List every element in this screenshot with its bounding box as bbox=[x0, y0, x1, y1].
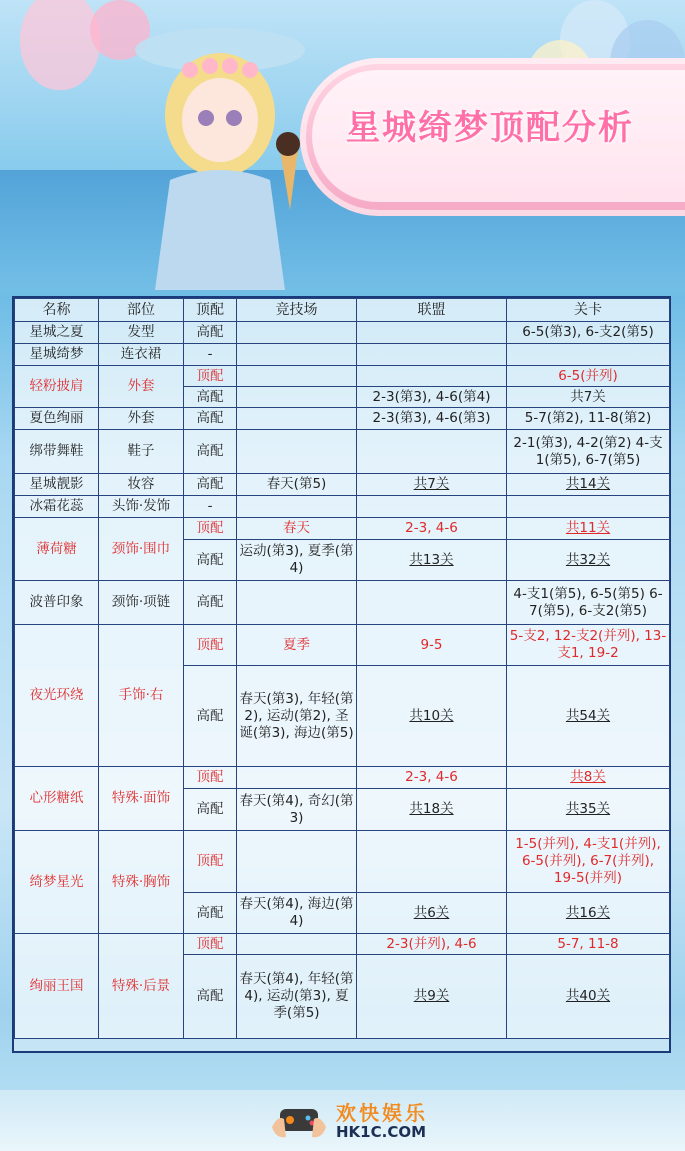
item-name: 心形糖纸 bbox=[15, 767, 99, 831]
arena-cell bbox=[237, 831, 357, 893]
arena-cell bbox=[237, 366, 357, 387]
header-arena: 竞技场 bbox=[237, 299, 357, 322]
stage-cell: 6-5(第3), 6-支2(第5) bbox=[507, 322, 670, 344]
header-part: 部位 bbox=[99, 299, 184, 322]
item-name: 轻粉披肩 bbox=[15, 366, 99, 408]
alliance-cell: 2-3(并列), 4-6 bbox=[357, 934, 507, 955]
arena-cell bbox=[237, 387, 357, 408]
arena-cell bbox=[237, 934, 357, 955]
item-name: 夜光环绕 bbox=[15, 625, 99, 767]
alliance-cell bbox=[357, 322, 507, 344]
item-name: 绑带舞鞋 bbox=[15, 430, 99, 474]
arena-cell: 春天(第4), 海边(第4) bbox=[237, 893, 357, 934]
tier-cell: 顶配 bbox=[184, 625, 237, 666]
item-part: 外套 bbox=[99, 408, 184, 430]
stage-cell bbox=[507, 344, 670, 366]
table-row bbox=[15, 322, 670, 344]
item-part: 特殊·胸饰 bbox=[99, 831, 184, 934]
tier-cell: 高配 bbox=[184, 666, 237, 767]
tier-cell: 高配 bbox=[184, 408, 237, 430]
item-name: 绚丽王国 bbox=[15, 934, 99, 1039]
arena-cell: 春天(第3), 年轻(第2), 运动(第2), 圣诞(第3), 海边(第5) bbox=[237, 666, 357, 767]
alliance-cell bbox=[357, 496, 507, 518]
tier-cell: 顶配 bbox=[184, 934, 237, 955]
tier-cell: - bbox=[184, 344, 237, 366]
stage-cell: 2-1(第3), 4-2(第2) 4-支1(第5), 6-7(第5) bbox=[507, 430, 670, 474]
stage-cell: 1-5(并列), 4-支1(并列), 6-5(并列), 6-7(并列), 19-5(并列) bbox=[507, 831, 670, 893]
table-row bbox=[15, 934, 670, 955]
item-name: 冰霜花蕊 bbox=[15, 496, 99, 518]
table-row bbox=[15, 366, 670, 387]
alliance-cell bbox=[357, 344, 507, 366]
stage-cell: 共16关 bbox=[507, 893, 670, 934]
alliance-cell: 共7关 bbox=[357, 474, 507, 496]
table-row bbox=[15, 767, 670, 789]
alliance-cell: 共6关 bbox=[357, 893, 507, 934]
character-illustration bbox=[110, 10, 330, 290]
header-name: 名称 bbox=[15, 299, 99, 322]
tier-cell: 顶配 bbox=[184, 518, 237, 540]
alliance-cell: 共13关 bbox=[357, 540, 507, 581]
item-part: 头饰·发饰 bbox=[99, 496, 184, 518]
tier-cell: 顶配 bbox=[184, 767, 237, 789]
arena-cell: 运动(第3), 夏季(第4) bbox=[237, 540, 357, 581]
stage-cell: 6-5(并列) bbox=[507, 366, 670, 387]
arena-cell bbox=[237, 322, 357, 344]
tier-cell: 高配 bbox=[184, 430, 237, 474]
arena-cell: 春天 bbox=[237, 518, 357, 540]
tier-cell: 高配 bbox=[184, 581, 237, 625]
table-row bbox=[15, 496, 670, 518]
tier-cell: 顶配 bbox=[184, 366, 237, 387]
alliance-cell bbox=[357, 366, 507, 387]
arena-cell bbox=[237, 344, 357, 366]
table-row bbox=[15, 344, 670, 366]
stage-cell: 4-支1(第5), 6-5(第5) 6-7(第5), 6-支2(第5) bbox=[507, 581, 670, 625]
alliance-cell: 2-3(第3), 4-6(第4) bbox=[357, 387, 507, 408]
table-header-row bbox=[15, 299, 670, 322]
stage-cell: 共54关 bbox=[507, 666, 670, 767]
item-part: 鞋子 bbox=[99, 430, 184, 474]
table-row bbox=[15, 831, 670, 893]
stage-cell: 5-支2, 12-支2(并列), 13-支1, 19-2 bbox=[507, 625, 670, 666]
tier-cell: - bbox=[184, 496, 237, 518]
table-row bbox=[15, 408, 670, 430]
arena-cell: 春天(第5) bbox=[237, 474, 357, 496]
tier-cell: 高配 bbox=[184, 322, 237, 344]
stage-cell: 5-7(第2), 11-8(第2) bbox=[507, 408, 670, 430]
header-stage: 关卡 bbox=[507, 299, 670, 322]
item-name: 波普印象 bbox=[15, 581, 99, 625]
arena-cell bbox=[237, 767, 357, 789]
stage-cell: 共8关 bbox=[507, 767, 670, 789]
tier-cell: 高配 bbox=[184, 893, 237, 934]
tier-cell: 高配 bbox=[184, 955, 237, 1039]
stage-cell: 共14关 bbox=[507, 474, 670, 496]
item-part: 颈饰·项链 bbox=[99, 581, 184, 625]
stage-cell: 共35关 bbox=[507, 789, 670, 831]
item-name: 星城靓影 bbox=[15, 474, 99, 496]
table-row bbox=[15, 581, 670, 625]
item-part: 发型 bbox=[99, 322, 184, 344]
table-row bbox=[15, 625, 670, 666]
analysis-table-container bbox=[12, 296, 671, 1053]
item-name: 星城绮梦 bbox=[15, 344, 99, 366]
stage-cell: 共7关 bbox=[507, 387, 670, 408]
table-row bbox=[15, 474, 670, 496]
item-part: 妆容 bbox=[99, 474, 184, 496]
alliance-cell bbox=[357, 831, 507, 893]
alliance-cell: 9-5 bbox=[357, 625, 507, 666]
item-part: 特殊·后景 bbox=[99, 934, 184, 1039]
item-part: 颈饰·围巾 bbox=[99, 518, 184, 581]
item-part: 外套 bbox=[99, 366, 184, 408]
logo-text-en: HK1C.COM bbox=[336, 1123, 427, 1141]
arena-cell bbox=[237, 581, 357, 625]
balloon-decoration bbox=[20, 0, 100, 90]
tier-cell: 高配 bbox=[184, 540, 237, 581]
arena-cell bbox=[237, 496, 357, 518]
alliance-cell bbox=[357, 581, 507, 625]
item-part: 手饰·右 bbox=[99, 625, 184, 767]
page-title: 星城绮梦顶配分析 bbox=[346, 108, 634, 148]
item-name: 绮梦星光 bbox=[15, 831, 99, 934]
item-name: 星城之夏 bbox=[15, 322, 99, 344]
arena-cell bbox=[237, 408, 357, 430]
tier-cell: 高配 bbox=[184, 387, 237, 408]
item-name: 薄荷糖 bbox=[15, 518, 99, 581]
arena-cell bbox=[237, 430, 357, 474]
table-row bbox=[15, 518, 670, 540]
table-row bbox=[15, 430, 670, 474]
arena-cell: 春天(第4), 年轻(第4), 运动(第3), 夏季(第5) bbox=[237, 955, 357, 1039]
alliance-cell: 共9关 bbox=[357, 955, 507, 1039]
alliance-cell: 共10关 bbox=[357, 666, 507, 767]
stage-cell: 共40关 bbox=[507, 955, 670, 1039]
item-part: 特殊·面饰 bbox=[99, 767, 184, 831]
arena-cell: 春天(第4), 奇幻(第3) bbox=[237, 789, 357, 831]
stage-cell: 5-7, 11-8 bbox=[507, 934, 670, 955]
alliance-cell: 2-3(第3), 4-6(第3) bbox=[357, 408, 507, 430]
alliance-cell: 共18关 bbox=[357, 789, 507, 831]
header-tier: 顶配 bbox=[184, 299, 237, 322]
item-part: 连衣裙 bbox=[99, 344, 184, 366]
stage-cell bbox=[507, 496, 670, 518]
alliance-cell: 2-3, 4-6 bbox=[357, 518, 507, 540]
tier-cell: 高配 bbox=[184, 789, 237, 831]
alliance-cell bbox=[357, 430, 507, 474]
logo-text-cn: 欢快娱乐 bbox=[336, 1101, 428, 1125]
item-name: 夏色绚丽 bbox=[15, 408, 99, 430]
alliance-cell: 2-3, 4-6 bbox=[357, 767, 507, 789]
gamepad-hands-icon bbox=[270, 1097, 328, 1141]
stage-cell: 共32关 bbox=[507, 540, 670, 581]
analysis-table bbox=[14, 298, 670, 1039]
header-alliance: 联盟 bbox=[357, 299, 507, 322]
arena-cell: 夏季 bbox=[237, 625, 357, 666]
stage-cell: 共11关 bbox=[507, 518, 670, 540]
tier-cell: 顶配 bbox=[184, 831, 237, 893]
site-logo[interactable] bbox=[270, 1095, 430, 1145]
tier-cell: 高配 bbox=[184, 474, 237, 496]
